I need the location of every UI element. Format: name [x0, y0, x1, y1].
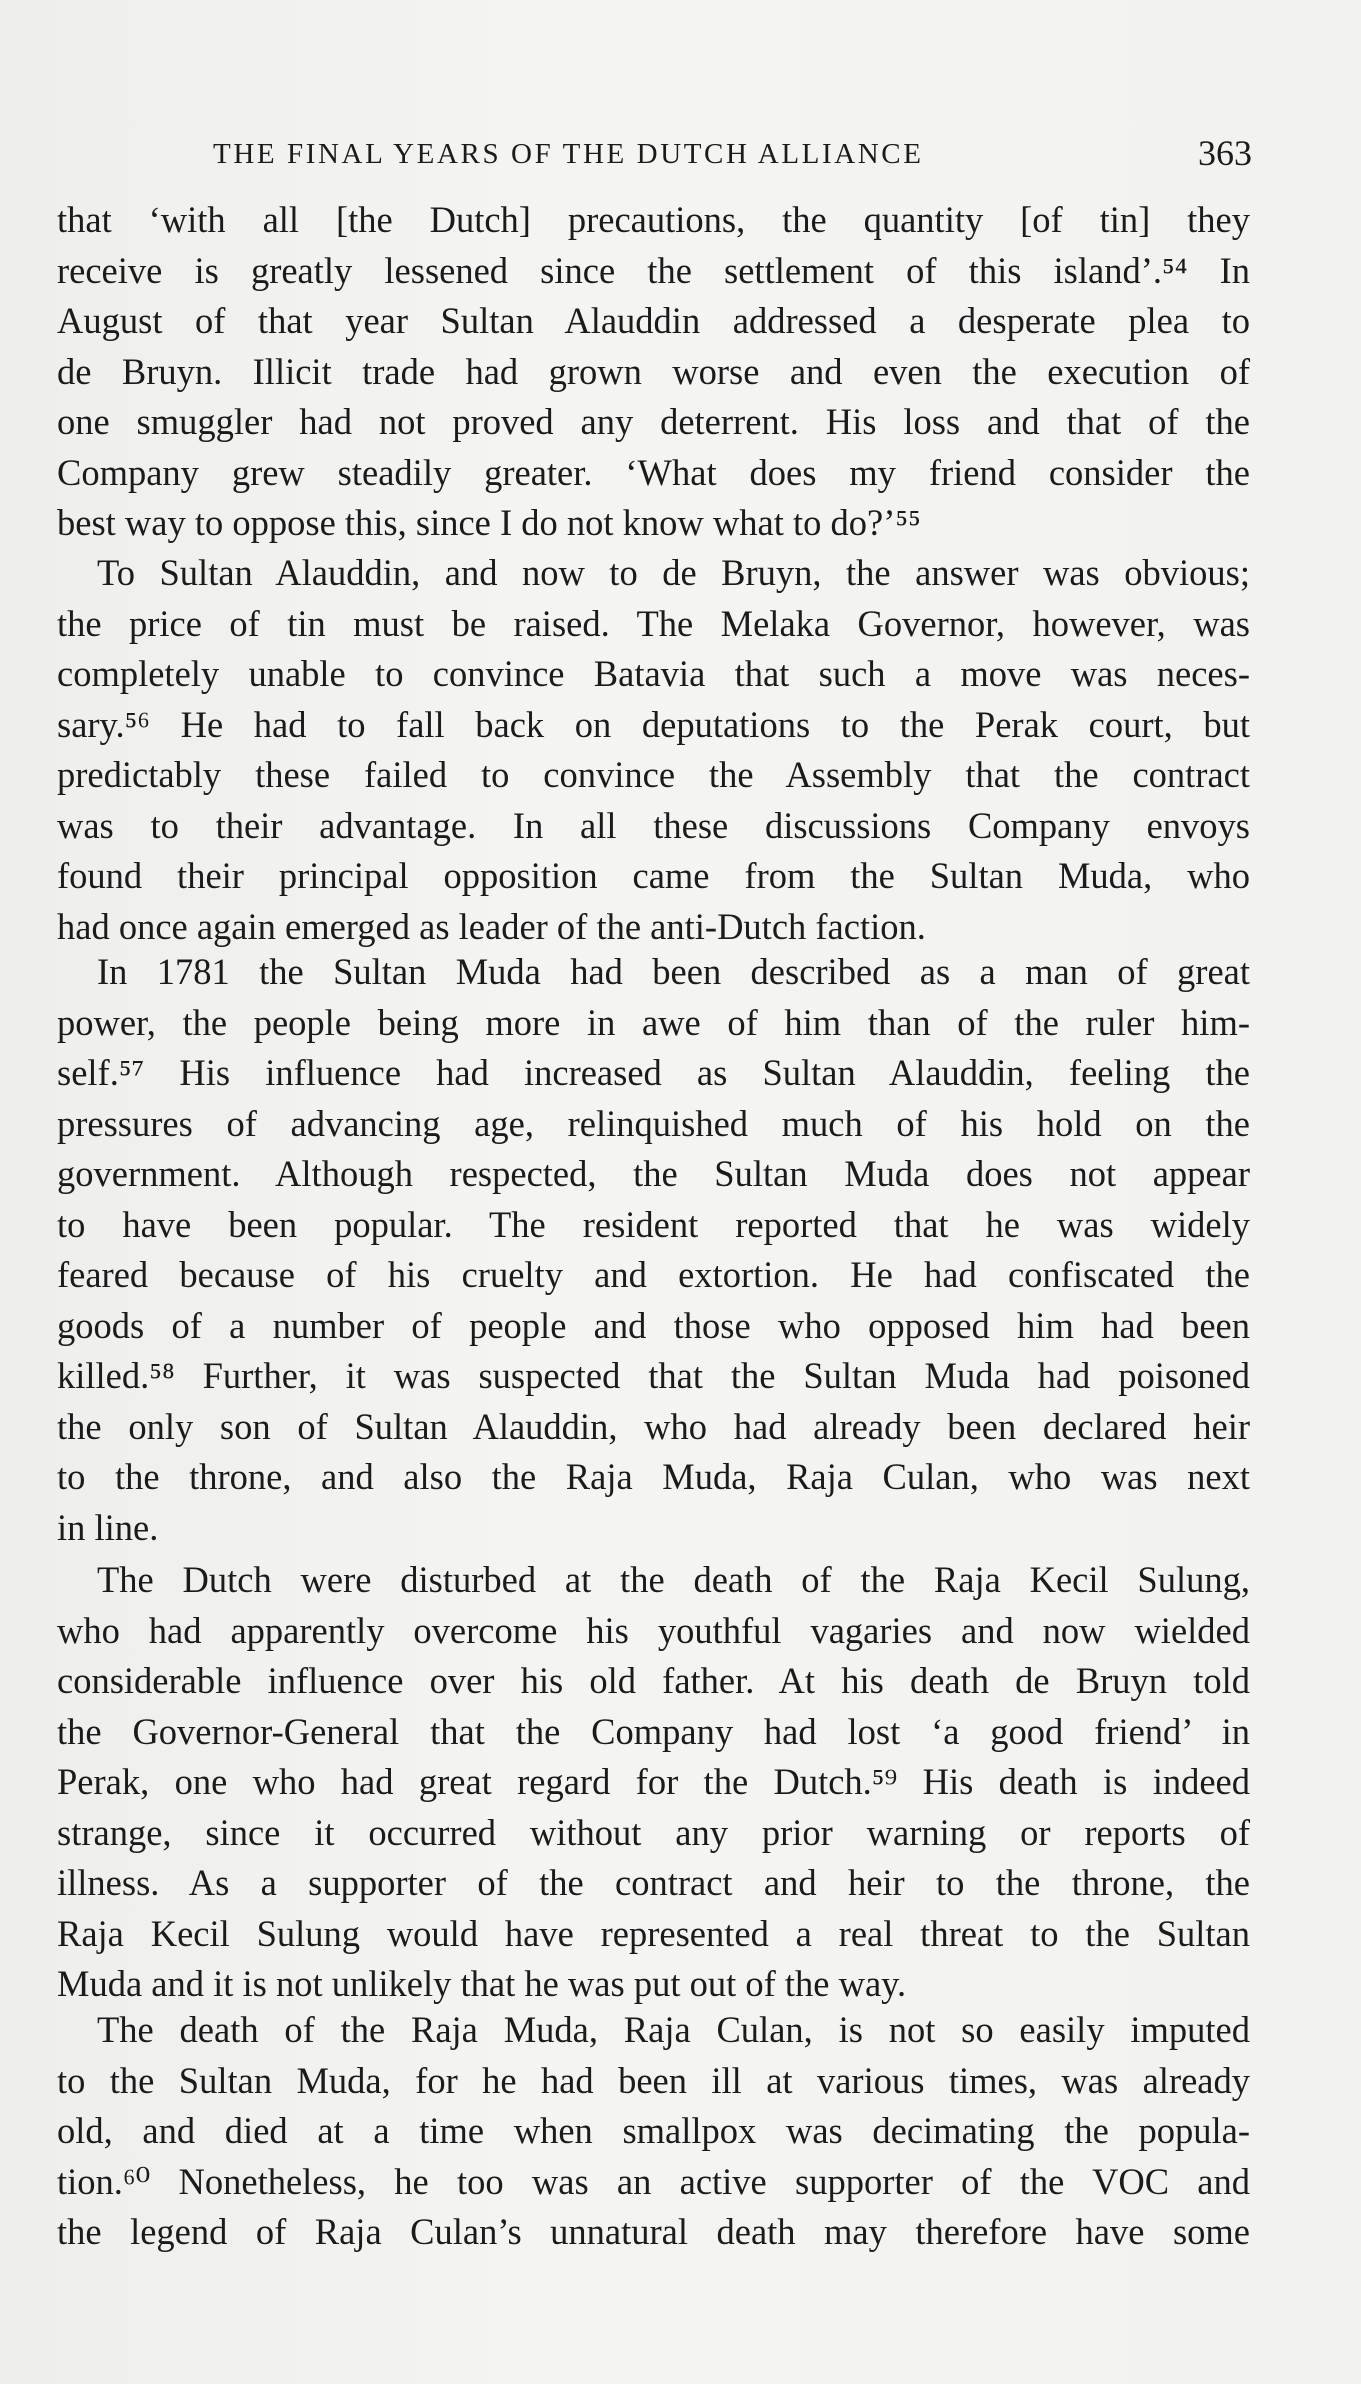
text-line: to have been popular. The resident reported that he was widely — [57, 1203, 1250, 1245]
text-line: killed.⁵⁸ Further, it was suspected that the Sultan Muda had poisoned — [57, 1355, 1250, 1396]
text-line: feared because of his cruelty and extortion. He had confiscated the — [57, 1254, 1250, 1295]
text-line: predictably these failed to convince the Assembly that the contract — [57, 754, 1250, 795]
text-line: the price of tin must be raised. The Melaka Governor, however, was — [57, 602, 1250, 644]
text-line: that ‘with all [the Dutch] precautions, the quantity [of tin] they — [57, 199, 1250, 240]
text-line: de Bruyn. Illicit trade had grown worse and even the execution of — [57, 350, 1250, 392]
text-line: considerable influence over his old father. At his death de Bruyn told — [57, 1660, 1250, 1701]
paragraph-4 — [57, 1555, 1250, 2010]
page-number: 363 — [1198, 133, 1252, 173]
text-line: August of that year Sultan Alauddin addressed a desperate plea to — [57, 300, 1250, 341]
text-line: power, the people being more in awe of him than of the ruler him- — [57, 1001, 1250, 1043]
text-line: tion.⁶⁰ Nonetheless, he too was an active supporter of the VOC and — [57, 2160, 1250, 2202]
text-line: pressures of advancing age, relinquished much of his hold on the — [57, 1102, 1250, 1144]
text-line: To Sultan Alauddin, and now to de Bruyn, the answer was obvious; — [97, 552, 1250, 593]
text-line: goods of a number of people and those who opposed him had been — [57, 1304, 1250, 1346]
text-line: the only son of Sultan Alauddin, who had already been declared heir — [57, 1405, 1250, 1447]
text-line: The Dutch were disturbed at the death of the Raja Kecil Sulung, — [97, 1559, 1250, 1600]
text-line: Company grew steadily greater. ‘What does my friend consider the — [57, 451, 1250, 493]
text-line: was to their advantage. In all these discussions Company envoys — [57, 804, 1250, 846]
text-line: government. Although respected, the Sultan Muda does not appear — [57, 1153, 1250, 1194]
text-line: to the Sultan Muda, for he had been ill at various times, was already — [57, 2059, 1250, 2101]
text-line: found their principal opposition came from the Sultan Muda, who — [57, 855, 1250, 896]
paragraph-5 — [57, 2005, 1250, 2258]
text-line: Raja Kecil Sulung would have represented a real threat to the Sultan — [57, 1912, 1250, 1954]
paragraph-3 — [57, 947, 1250, 1553]
text-line: the legend of Raja Culan’s unnatural death may therefore have some — [57, 2211, 1250, 2252]
text-line: old, and died at a time when smallpox was decimating the popula- — [57, 2110, 1250, 2151]
text-line: The death of the Raja Muda, Raja Culan, is not so easily imputed — [97, 2009, 1250, 2050]
text-line: Muda and it is not unlikely that he was put out of the way. — [57, 1963, 907, 2004]
text-line: completely unable to convince Batavia that such a move was neces- — [57, 653, 1250, 694]
text-line: one smuggler had not proved any deterrent. His loss and that of the — [57, 401, 1250, 442]
text-line: sary.⁵⁶ He had to fall back on deputations to the Perak court, but — [57, 703, 1250, 745]
text-line: Perak, one who had great regard for the Dutch.⁵⁹ His death is indeed — [57, 1761, 1250, 1802]
text-line: the Governor-General that the Company had lost ‘a good friend’ in — [57, 1710, 1250, 1752]
text-line: had once again emerged as leader of the anti-Dutch faction. — [57, 905, 926, 947]
text-line: self.⁵⁷ His influence had increased as Sultan Alauddin, feeling the — [57, 1052, 1250, 1093]
text-line: strange, since it occurred without any prior warning or reports of — [57, 1811, 1250, 1853]
text-line: best way to oppose this, since I do not know what to do?’⁵⁵ — [57, 502, 921, 543]
text-line: in line. — [57, 1506, 159, 1548]
text-line: who had apparently overcome his youthful vagaries and now wielded — [57, 1609, 1250, 1651]
paragraph-2 — [57, 548, 1250, 952]
text-line: to the throne, and also the Raja Muda, Raja Culan, who was next — [57, 1456, 1250, 1497]
text-line: receive is greatly lessened since the settlement of this island’.⁵⁴ In — [57, 249, 1250, 291]
running-head: THE FINAL YEARS OF THE DUTCH ALLIANCE — [213, 138, 924, 170]
paragraph-1 — [57, 195, 1250, 549]
text-line: In 1781 the Sultan Muda had been described as a man of great — [97, 951, 1250, 992]
text-line: illness. As a supporter of the contract and heir to the throne, the — [57, 1862, 1250, 1903]
